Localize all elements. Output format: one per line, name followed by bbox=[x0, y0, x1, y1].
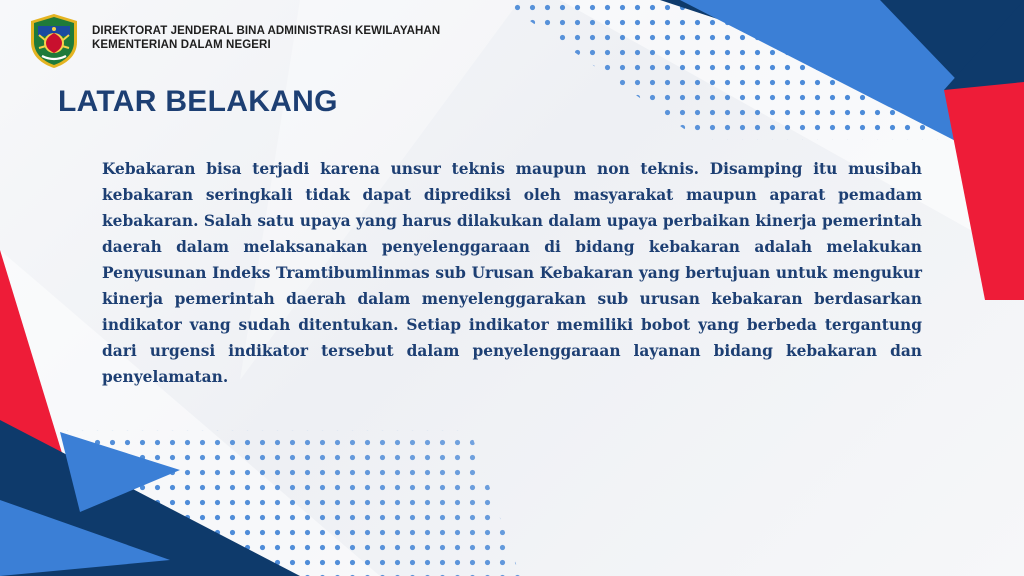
ministry-name: KEMENTERIAN DALAM NEGERI bbox=[92, 38, 271, 51]
directorate-name: DIREKTORAT JENDERAL BINA ADMINISTRASI KEWILAYAHAN bbox=[92, 25, 441, 37]
kemendagri-emblem-icon bbox=[28, 12, 80, 70]
header-text bbox=[92, 25, 440, 52]
page-title: LATAR BELAKANG bbox=[58, 85, 338, 118]
header bbox=[28, 12, 440, 72]
body-paragraph: Kebakaran bisa terjadi karena unsur teknis maupun non teknis. Disamping itu musibah kebakaran seringkali tidak dapat diprediksi oleh masyarakat maupun aparat pemadam kebakaran. Salah satu upaya yang harus dilakukan dalam upaya perbaikan kinerja pemerintah daerah dalam melaksanakan penyelenggaraan di bidang kebakaran adalah melakukan Penyusunan Indeks Tramtibumlinmas sub Urusan Kebakaran yang bertujuan untuk mengukur kinerja pemerintah daerah dalam menyelenggarakan sub urusan kebakaran berdasarkan indikator vang sudah ditentukan. Setiap indikator memiliki bobot yang berbeda tergantung dari urgensi indikator tersebut dalam penyelenggaraan layanan bidang kebakaran dan penyelamatan. bbox=[102, 160, 922, 386]
